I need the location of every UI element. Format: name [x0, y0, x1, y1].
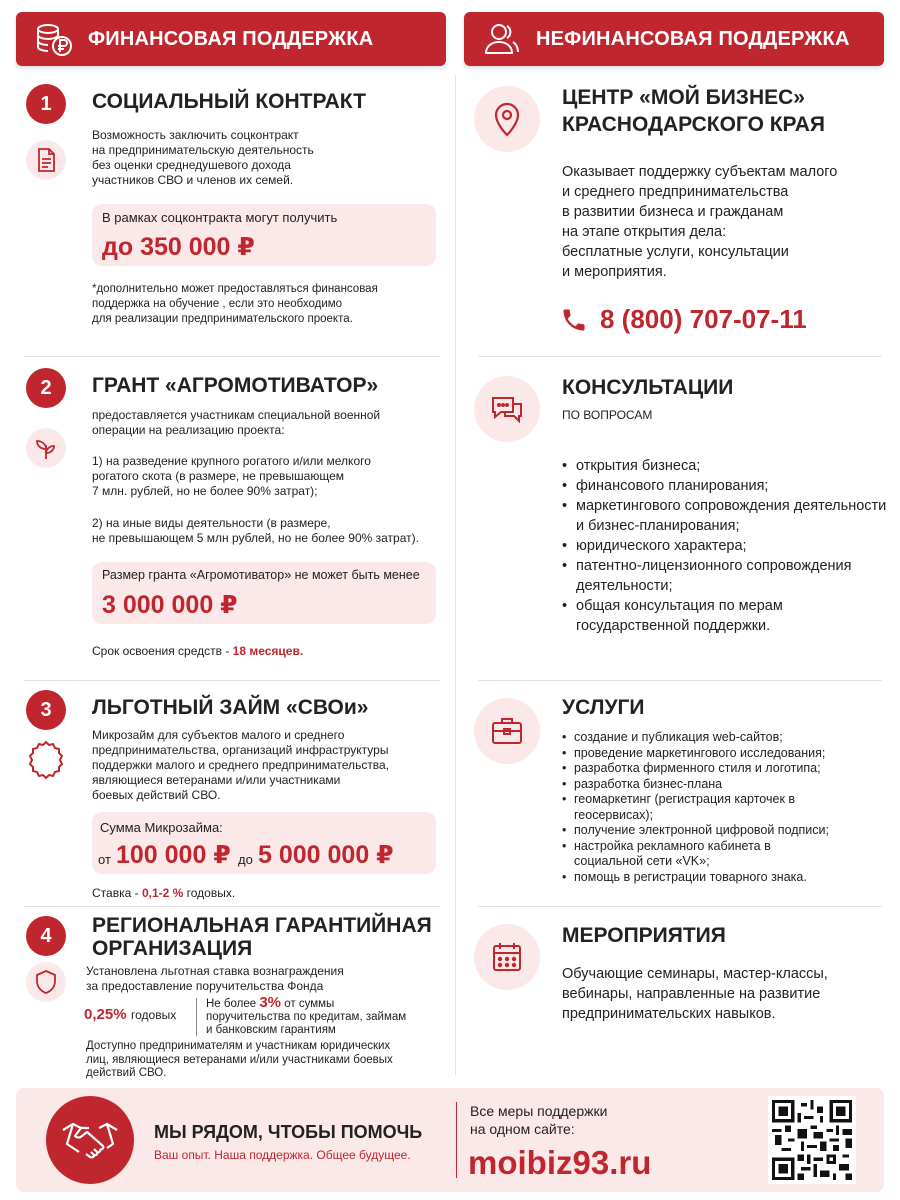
- text-line: вебинары, направленные на развитие: [562, 986, 821, 1002]
- people-icon: [482, 19, 522, 59]
- list-item: • маркетингового сопровождения деятельности и бизнес-планирования;: [560, 496, 890, 536]
- text-line: 2) на иные виды деятельности (в размере,: [92, 516, 331, 530]
- list-item: • настройка рекламного кабинета в социальной сети «VK»;: [560, 839, 810, 870]
- text-line: Возможность заключить соцконтракт: [92, 128, 299, 142]
- footer-slogan: МЫ РЯДОМ, ЧТОБЫ ПОМОЧЬ: [154, 1122, 423, 1142]
- section-divider: [24, 356, 440, 357]
- text-line: предпринимательства, организаций инфраструктуры: [92, 743, 389, 757]
- chat-bubbles-icon: [488, 390, 526, 428]
- text-line: являющиеся ветеранами и/или участниками: [92, 773, 341, 787]
- agromotivator-description: [92, 408, 380, 438]
- section-divider: [478, 356, 882, 357]
- term-label: Срок освоения средств -: [92, 644, 233, 658]
- agromotivator-item-2: [92, 516, 419, 546]
- list-item: • разработка бизнес-плана: [560, 777, 890, 793]
- text-line: без оценки среднедушевого дохода: [92, 158, 291, 172]
- from-value: 100 000 ₽: [116, 841, 231, 869]
- text-line: Установлена льготная ставка вознаграждения: [86, 964, 344, 978]
- from-label: от: [98, 852, 111, 867]
- events-description: [562, 964, 828, 1024]
- text-line: участников СВО и членов их семей.: [92, 173, 294, 187]
- agromotivator-item-1: [92, 454, 371, 499]
- svoi-loan-amount-box: [92, 812, 436, 874]
- phone-number: 8 (800) 707-07-11: [600, 304, 807, 334]
- list-item: • помощь в регистрации товарного знака.: [560, 870, 890, 886]
- document-icon: [33, 147, 59, 173]
- text-line: и мероприятия.: [562, 264, 667, 280]
- handshake-icon: [61, 1118, 119, 1162]
- rate-suffix: годовых.: [183, 886, 236, 900]
- text-line: бесплатные услуги, консультации: [562, 244, 789, 260]
- footer-site-label: [470, 1102, 607, 1138]
- text-line: не превышающем 5 млн рублей, но не более 90% затрат).: [92, 531, 419, 545]
- list-item: • финансового планирования;: [560, 476, 890, 496]
- guarantee-rate: [84, 1006, 176, 1024]
- section-divider: [478, 906, 882, 907]
- rate-value: 0,25%: [84, 1006, 127, 1023]
- rate-divider: [196, 998, 197, 1036]
- badge-icon-circle: [26, 740, 66, 780]
- consult-subtitle: ПО ВОПРОСАМ: [562, 408, 653, 422]
- text-line: Доступно предпринимателям и участникам юридических: [86, 1040, 391, 1052]
- agromotivator-amount-box: [92, 562, 436, 624]
- text-line: Микрозайм для субъектов малого и среднего: [92, 728, 345, 742]
- text-line: действий СВО.: [86, 1067, 167, 1079]
- list-item: • общая консультация по мерам государственной поддержки.: [560, 596, 890, 636]
- section-divider: [24, 906, 440, 907]
- list-item: • геомаркетинг (регистрация карточек в геосервисах);: [560, 792, 830, 823]
- list-item: • разработка фирменного стиля и логотипа;: [560, 761, 890, 777]
- list-item: • получение электронной цифровой подписи;: [560, 823, 890, 839]
- text-line: на предпринимательскую деятельность: [92, 143, 314, 157]
- title-line: РЕГИОНАЛЬНАЯ ГАРАНТИЙНАЯ: [92, 914, 432, 937]
- section-number-1: 1: [26, 84, 66, 124]
- briefcase-icon: [488, 712, 526, 750]
- footer-banner: [16, 1088, 884, 1192]
- location-pin-icon: [488, 100, 526, 138]
- limit-text: и банковским гарантиям: [206, 1024, 336, 1036]
- text-line: на этапе открытия дела:: [562, 224, 727, 240]
- text-line: в развитии бизнеса и гражданам: [562, 204, 784, 220]
- title-line: КРАСНОДАРСКОГО КРАЯ: [562, 113, 825, 136]
- financial-support-header: [16, 12, 446, 66]
- text-line: предпринимательских навыков.: [562, 1006, 776, 1022]
- text-line: на одном сайте:: [470, 1121, 575, 1137]
- amount-label: В рамках соцконтракта могут получить: [102, 210, 338, 225]
- term-value: 18 месяцев.: [232, 644, 304, 658]
- text-line: Все меры поддержки: [470, 1103, 608, 1119]
- footer-divider: [456, 1102, 457, 1178]
- nonfinancial-support-title: НЕФИНАНСОВАЯ ПОДДЕРЖКА: [536, 27, 850, 50]
- section-divider: [24, 680, 440, 681]
- shield-icon-circle: [26, 962, 66, 1002]
- chat-icon-circle: [474, 376, 540, 442]
- limit-prefix: Не более: [206, 998, 257, 1010]
- website-link[interactable]: moibiz93.ru: [468, 1144, 652, 1181]
- svoi-loan-description: [92, 728, 389, 803]
- text-line: поддержка на обучение , если это необходимо: [92, 298, 343, 310]
- consult-list: [560, 456, 890, 636]
- limit-text: поручительства по кредитам, займам: [206, 1011, 407, 1023]
- text-line: предоставляется участникам специальной военной: [92, 408, 381, 422]
- coins-ruble-icon: [34, 19, 74, 59]
- social-contract-amount-box: [92, 204, 436, 266]
- text-line: за предоставление поручительства Фонда: [86, 979, 324, 993]
- text-line: поддержки малого и среднего предпринимательства,: [92, 758, 390, 772]
- handshake-icon-circle: [46, 1096, 134, 1184]
- badge-icon: [26, 740, 66, 780]
- amount-value: до 350 000 ₽: [102, 233, 255, 261]
- text-line: 7 млн. рублей, но не более 90% затрат);: [92, 484, 318, 498]
- to-value: 5 000 000 ₽: [258, 841, 394, 869]
- title-line: ОРГАНИЗАЦИЯ: [92, 937, 253, 960]
- title-line: ЦЕНТР «МОЙ БИЗНЕС»: [562, 86, 805, 109]
- section-divider: [478, 680, 882, 681]
- social-contract-note: [92, 282, 378, 327]
- text-line: лиц, являющиеся ветеранами и/или участниками боевых: [86, 1053, 393, 1066]
- list-item: • юридического характера;: [560, 536, 890, 556]
- list-item: • открытия бизнеса;: [560, 456, 890, 476]
- limit-text: от суммы: [284, 998, 335, 1010]
- amount-label: Сумма Микрозайма:: [100, 820, 223, 835]
- svoi-loan-title: ЛЬГОТНЫЙ ЗАЙМ «СВОи»: [92, 696, 369, 719]
- consult-title: КОНСУЛЬТАЦИИ: [562, 376, 734, 399]
- guarantee-org-description: [86, 964, 344, 994]
- briefcase-icon-circle: [474, 698, 540, 764]
- agromotivator-title: ГРАНТ «АГРОМОТИВАТОР»: [92, 374, 379, 397]
- text-line: рогатого скота (в размере, не превышающем: [92, 469, 344, 483]
- section-number-2: 2: [26, 368, 66, 408]
- rate-label: Ставка -: [92, 886, 142, 900]
- rate-suffix: годовых: [131, 1008, 177, 1022]
- shield-icon: [33, 969, 59, 995]
- text-line: Обучающие семинары, мастер-классы,: [562, 966, 828, 982]
- guarantee-limit: [206, 996, 406, 1037]
- text-line: *дополнительно может предоставляться финансовая: [92, 283, 378, 295]
- document-icon-circle: [26, 140, 66, 180]
- list-item: • создание и публикация web-сайтов;: [560, 730, 890, 746]
- calendar-icon-circle: [474, 924, 540, 990]
- svoi-loan-rate: [92, 886, 235, 901]
- column-divider: [455, 75, 456, 1075]
- text-line: для реализации предпринимательского проекта.: [92, 313, 353, 325]
- to-label: до: [238, 852, 253, 867]
- text-line: Оказывает поддержку субъектам малого: [562, 164, 838, 180]
- sprout-icon-circle: [26, 428, 66, 468]
- social-contract-description: [92, 128, 314, 188]
- calendar-icon: [488, 938, 526, 976]
- list-item: • проведение маркетингового исследования;: [560, 746, 890, 762]
- qr-code[interactable]: [768, 1096, 856, 1184]
- footer-tagline: Ваш опыт. Наша поддержка. Общее будущее.: [154, 1148, 411, 1162]
- social-contract-title: СОЦИАЛЬНЫЙ КОНТРАКТ: [92, 90, 366, 113]
- sprout-icon: [33, 435, 59, 461]
- services-title: УСЛУГИ: [562, 696, 645, 719]
- amount-label: Размер гранта «Агромотиватор» не может быть менее: [102, 568, 420, 582]
- section-number-4: 4: [26, 916, 66, 956]
- text-line: и среднего предпринимательства: [562, 184, 789, 200]
- hotline-phone[interactable]: [560, 304, 807, 335]
- text-line: операции на реализацию проекта:: [92, 423, 285, 437]
- nonfinancial-support-header: [464, 12, 884, 66]
- section-number-3: 3: [26, 690, 66, 730]
- financial-support-title: ФИНАНСОВАЯ ПОДДЕРЖКА: [88, 27, 374, 50]
- list-item: • патентно-лицензионного сопровождения деятельности;: [560, 556, 890, 596]
- center-title: [562, 84, 825, 138]
- qr-code-icon: [772, 1100, 852, 1180]
- guarantee-availability: [86, 1040, 393, 1081]
- text-line: 1) на разведение крупного рогатого и/или мелкого: [92, 454, 371, 468]
- phone-icon: [560, 306, 588, 334]
- center-description: [562, 162, 837, 282]
- text-line: боевых действий СВО.: [92, 788, 221, 802]
- events-title: МЕРОПРИЯТИЯ: [562, 924, 726, 947]
- amount-value: 3 000 000 ₽: [102, 591, 238, 619]
- services-list: [560, 730, 890, 885]
- agromotivator-term: [92, 644, 303, 659]
- rate-value: 0,1-2 %: [141, 886, 184, 900]
- guarantee-org-title: [92, 914, 432, 960]
- location-icon-circle: [474, 86, 540, 152]
- limit-value: 3%: [259, 994, 282, 1011]
